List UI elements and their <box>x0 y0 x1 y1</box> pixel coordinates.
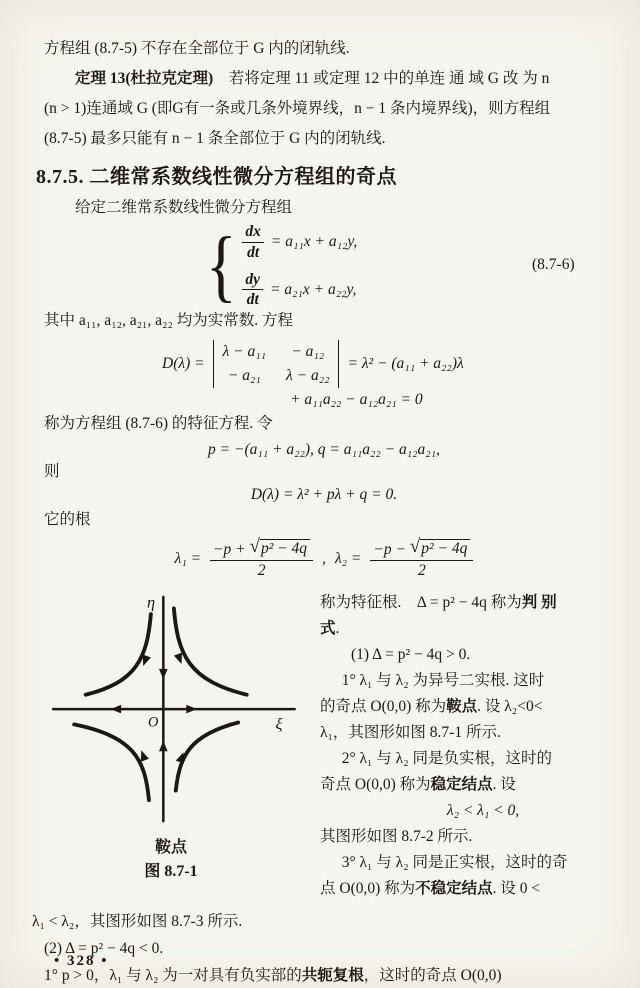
rc-line2: 式. <box>320 620 340 637</box>
fraction-dy-dt: $\frac{dy}{dt}$ <box>242 271 263 310</box>
rc-sub3-line2: 点 O(0,0) 称为不稳定结点. 设 0 < <box>320 880 541 897</box>
d-lambda-equation: D(λ) = λ² + pλ + q = 0. <box>250 486 398 503</box>
term-saddle-point: 鞍点 <box>446 698 478 715</box>
equation2-rhs: = a₂₁x + a₂₂y, <box>270 280 357 298</box>
rc-sub3-line1: 3° λ₁ 与 λ₂ 同是正实根，这时的奇 <box>341 854 568 871</box>
rc-sub2-line3: 其图形如图 8.7-2 所示. <box>320 828 473 845</box>
rc-sub1-line1: 1° λ₁ 与 λ₂ 为异号二实根. 这时 <box>341 672 545 689</box>
equation-tag: (8.7-6) <box>532 256 575 273</box>
term-unstable-node: 不稳定结点 <box>415 880 493 897</box>
term-discriminant-part1: 判 别 <box>521 594 557 611</box>
theorem-13-line3: (8.7-5) 最多只能有 n − 1 条全部位于 G 内的闭轨线. <box>44 130 386 147</box>
lambda1-lhs: λ₁ = <box>174 550 202 567</box>
theorem-13-line2: (n > 1)连通域 G (即G有一条或几条外境界线，n − 1 条内境界线)，则方程组 <box>44 100 551 117</box>
arrow-eta-top <box>159 669 168 680</box>
radical-2: √ p² − 4q <box>410 539 471 558</box>
figure-caption-number: 图 8.7-1 <box>144 863 198 880</box>
xi-axis-label: ξ <box>275 714 283 734</box>
rc-inequality: λ₂ < λ₁ < 0, <box>446 802 520 819</box>
trajectory-q1 <box>174 608 247 694</box>
term-stable-node: 稳定结点 <box>430 776 493 793</box>
figure-caption-title: 鞍点 <box>154 839 187 856</box>
characteristic-determinant-equation <box>162 340 604 409</box>
lambda2-lhs: λ₂ = <box>334 550 362 567</box>
trajectory-q2 <box>86 614 151 695</box>
saddle-phase-portrait <box>32 590 310 832</box>
figure-caption <box>30 836 312 884</box>
section-heading: 8.7.5. 二维常系数线性微分方程组的奇点 <box>36 166 397 188</box>
coefficients-line: 其中 a₁₁, a₁₂, a₂₁, a₂₂ 均为实常数. 方程 <box>44 312 293 329</box>
theorem-13-line1 <box>44 64 604 94</box>
page-number: • 328 • <box>54 953 109 969</box>
lambda1-fraction: −p + √ p² − 4q 2 <box>210 539 313 580</box>
fraction-dx-dt: $\frac{dx}{dt}$ <box>242 223 264 262</box>
paragraph-closing-line: 方程组 (8.7-5) 不存在全部位于 G 内的闭轨线. <box>44 40 350 57</box>
rc-sub1-line2: 的奇点 O(0,0) 称为鞍点. 设 λ₂<0< <box>320 698 543 715</box>
theorem-13-label: 定理 13(杜拉克定理) <box>75 70 214 87</box>
rc-case1: (1) Δ = p² − 4q > 0. <box>351 646 471 663</box>
roots-formula <box>44 536 604 582</box>
radical-sign: √ <box>409 535 421 557</box>
radical-sign: √ <box>249 535 260 557</box>
left-brace: { <box>205 222 237 310</box>
section-intro: 给定二维常系数线性微分方程组 <box>75 199 293 216</box>
pq-definition-equation: p = −(a₁₁ + a₂₂), q = a₁₁a₂₂ − a₁₂a₂₁, <box>208 441 440 458</box>
rc-sub2-line1: 2° λ₁ 与 λ₂ 同是负实根，这时的 <box>341 750 552 767</box>
trajectory-q4 <box>176 723 238 791</box>
bottom-paragraph <box>32 908 604 988</box>
rc-line1: 称为特征根. Δ = p² − 4q 称为判 别 <box>320 594 557 611</box>
rc-sub1-line3: λ₁，其图形如图 8.7-1 所示. <box>320 724 501 741</box>
term-discriminant-part2: 式 <box>320 620 336 637</box>
determinant: λ − a₁₁ − a₁₂ − a₂₁ λ − a₂₂ <box>213 340 340 388</box>
rc-sub2-line2: 奇点 O(0,0) 称为稳定结点. 设 <box>320 776 516 793</box>
origin-label: O <box>147 714 159 731</box>
characteristic-eq-line: 称为方程组 (8.7-6) 的特征方程. 令 <box>44 415 273 432</box>
right-text-column <box>320 590 640 902</box>
bottom-line1: λ₁ < λ₂，其图形如图 8.7-3 所示. <box>32 913 243 930</box>
roots-separator: , <box>322 550 326 567</box>
figure-text-columns <box>30 590 604 902</box>
det-rhs-line2: + a₁₁a₂₂ − a₁₂a₂₁ = 0 <box>290 391 423 408</box>
bottom-case2: (2) Δ = p² − 4q < 0. <box>44 940 164 957</box>
eta-axis-label: η <box>147 592 156 612</box>
theorem-13-text1: 若将定理 11 或定理 12 中的单连 通 域 G 改 为 n <box>213 70 550 87</box>
det-rhs-line1: = λ² − (a₁₁ + a₂₂)λ <box>347 355 464 372</box>
lambda2-fraction: −p − √ p² − 4q 2 <box>370 539 473 580</box>
arrow-xi-right <box>186 705 197 714</box>
det-lhs: D(λ) = <box>162 355 205 372</box>
equation-system-8-7-6 <box>202 222 604 310</box>
bottom-line3: 1° p > 0，λ₁ 与 λ₂ 为一对具有负实部的共轭复根，这时的奇点 O(0,0) <box>44 967 502 984</box>
radical-1: √ p² − 4q <box>250 539 311 558</box>
equation1-rhs: = a₁₁x + a₁₂y, <box>270 233 358 251</box>
term-conjugate-complex-roots: 共轭复根 <box>301 967 364 984</box>
trajectory-q3 <box>74 724 149 800</box>
figure-8-7-1 <box>30 590 312 902</box>
then-word: 则 <box>44 463 60 480</box>
arrow-xi-left <box>111 705 122 714</box>
roots-intro: 它的根 <box>44 511 91 528</box>
arrow-eta-bottom <box>159 741 168 752</box>
